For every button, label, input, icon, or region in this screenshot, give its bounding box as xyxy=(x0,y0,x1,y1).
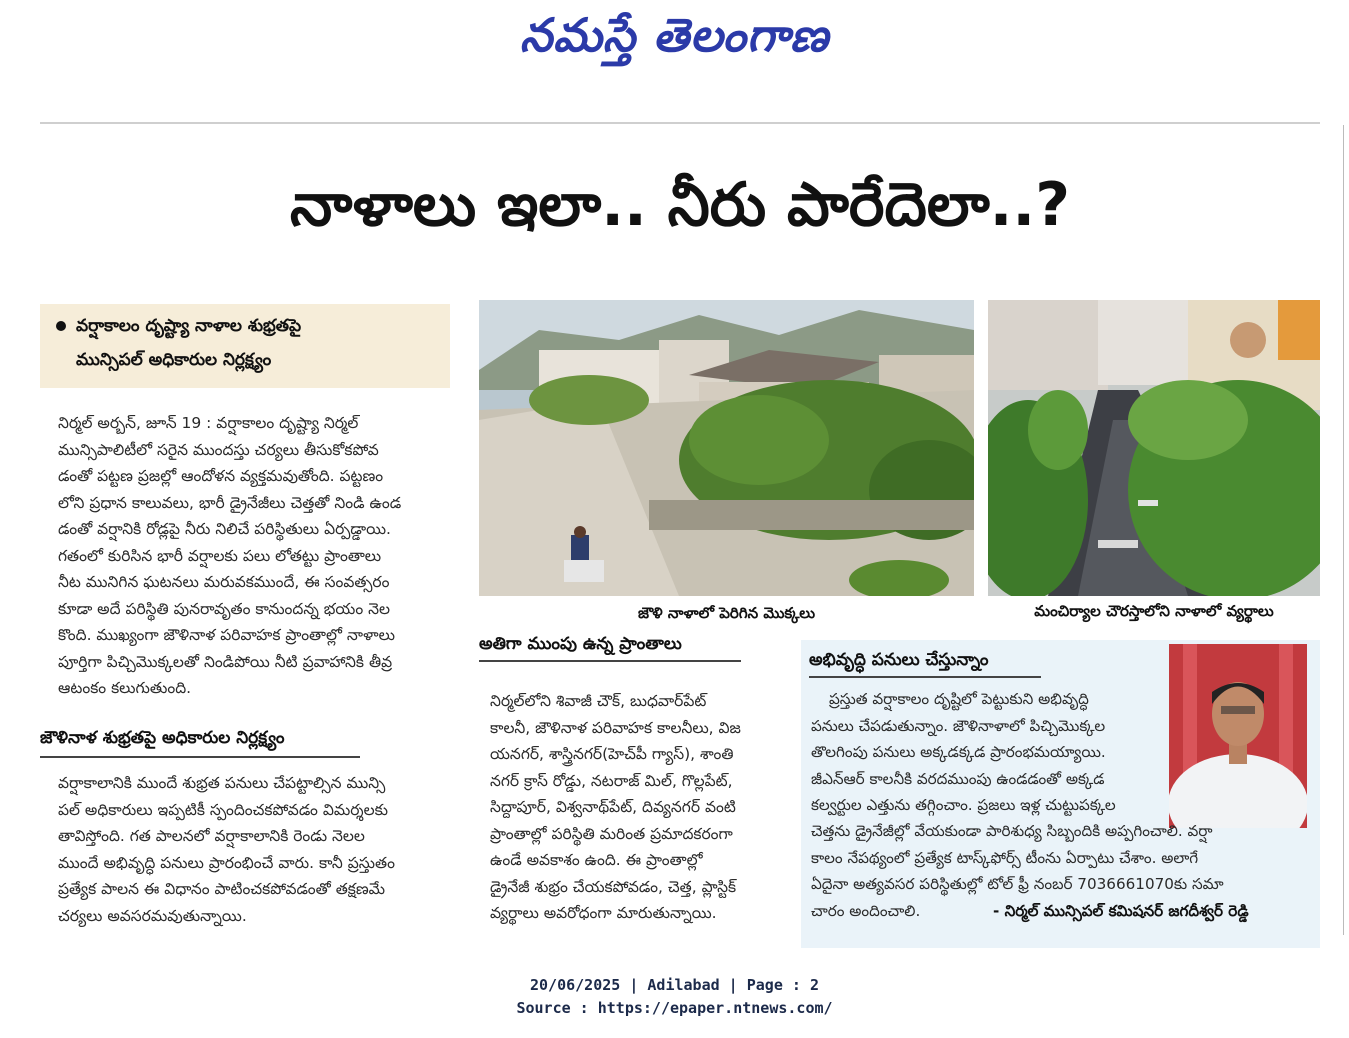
text-line: ఏదైనా అత్యవసర పరిస్థితుల్లో టోల్ ఫ్రీ నంబర్ 7036661070కు సమా xyxy=(811,875,1224,893)
subhead-flood-areas: అతిగా ముంపు ఉన్న ప్రాంతాలు xyxy=(479,634,682,654)
text-line: డంతో పట్టణ ప్రజల్లో ఆందోళన వ్యక్తమవుతోంది. పట్టణం xyxy=(58,467,384,485)
photo-caption-2: మంచిర్యాల చౌరస్తాలోని నాళాలో వ్యర్థాలు xyxy=(1034,602,1274,620)
quote-subhead: అభివృద్ధి పనులు చేస్తున్నాం xyxy=(809,650,989,670)
text-line: ప్రస్తుత వర్షాకాలం దృష్టిలో పెట్టుకుని అభివృద్ధి xyxy=(829,690,1089,708)
text-line: ఉండే అవకాశం ఉంది. ఈ ప్రాంతాల్లో xyxy=(490,851,703,869)
footer-source: Source : https://epaper.ntnews.com/ xyxy=(516,999,833,1017)
text-line: చారం అందించాలి. xyxy=(811,901,921,920)
text-line: వ్యర్థాలు అవరోధంగా మారుతున్నాయి. xyxy=(490,904,717,922)
text-line: మున్సిపాలిటీలో సరైన ముందస్తు చర్యలు తీసుకోకపోవ xyxy=(58,440,379,459)
text-line: పూర్తిగా పిచ్చిమొక్కలతో నిండిపోయి నీటి ప్రవాహానికి తీవ్ర xyxy=(58,652,393,671)
text-line: కల్వర్టుల ఎత్తును తగ్గించాం. ప్రజలు ఇళ్ల చుట్టుపక్కల xyxy=(811,796,1116,814)
text-line: ఆటంకం కలుగుతుంది. xyxy=(58,679,192,697)
commissioner-quote-box xyxy=(801,640,1320,948)
text-line: కొంది. ముఖ్యంగా జౌళినాళ పరివాహక ప్రాంతాల్లో నాళాలు xyxy=(58,626,395,644)
subhead-underline xyxy=(479,660,741,662)
text-line: పల్ అధికారులు ఇప్పటికీ స్పందించకపోవడం విమర్శలకు xyxy=(58,800,389,819)
masthead-logo: నమస్తే తెలంగాణ xyxy=(519,8,830,62)
subhead-jowlinala: జౌళినాళ శుభ్రతపై అధికారుల నిర్లక్ష్యం xyxy=(40,728,285,748)
nala-plants-photo xyxy=(479,300,974,596)
article-paragraph-1 xyxy=(58,410,450,702)
text-line: జీఎన్‌ఆర్ కాలనీకి వరదముంపు ఉండడంతో అక్కడ xyxy=(811,769,1105,788)
quote-text-top xyxy=(811,686,1171,819)
article-paragraph-3 xyxy=(490,688,780,927)
page-edge-rule xyxy=(1343,125,1344,935)
bullet-icon xyxy=(56,321,66,331)
headline: నాళాలు ఇలా.. నీరు పారేదెలా..? xyxy=(289,170,1071,240)
text-line: నిర్మల్‌లోని శివాజీ చౌక్, బుధవార్‌పేట్ xyxy=(490,692,707,710)
quote-attribution: - నిర్మల్ మున్సిపల్ కమిషనర్ జగదీశ్వర్ రెడ్డి xyxy=(993,901,1249,920)
text-line: యనగర్, శాస్త్రినగర్(హెచ్‌పీ గ్యాస్), శాంతి xyxy=(490,745,734,763)
text-line: నగర్ క్రాస్ రోడ్డు, నటరాజ్ మిల్, గొల్లపేట్, xyxy=(490,771,733,790)
drain-waste-photo xyxy=(988,300,1320,596)
text-line: వర్షాకాలానికి ముందే శుభ్రత పనులు చేపట్టాల్సిన మున్సి xyxy=(58,774,386,792)
text-line: నిర్మల్ అర్బన్, జూన్ 19 : వర్షాకాలం దృష్ట్యా నిర్మల్ xyxy=(58,414,359,432)
text-line: ప్రాంతాల్లో పరిస్థితి మరింత ప్రమాదకరంగా xyxy=(490,824,733,843)
text-line: కూడా అదే పరిస్థితి పునరావృతం కానుందన్న భయం నెల xyxy=(58,599,390,618)
text-line: డ్రైనేజీ శుభ్రం చేయకపోవడం, చెత్త, ప్లాస్టిక్ xyxy=(490,877,737,896)
text-line: తొలగింపు పనులు అక్కడక్కడ ప్రారంభమయ్యాయి. xyxy=(811,743,1106,761)
text-line: తావిస్తోంది. గత పాలనలో వర్షాకాలానికి రెండు నెలల xyxy=(58,827,365,845)
subhead-underline xyxy=(40,756,360,758)
subhead-underline xyxy=(809,676,1041,678)
article-paragraph-2 xyxy=(58,770,450,929)
text-line: ముందే అభివృద్ధి పనులు ప్రారంభించే వారు. కానీ ప్రస్తుతం xyxy=(58,853,395,872)
header-divider xyxy=(40,122,1320,124)
text-line: కాలం నేపథ్యంలో ప్రత్యేక టాస్క్‌ఫోర్స్ టీంను ఏర్పాటు చేశాం. అలాగే xyxy=(811,848,1199,867)
quote-last-line xyxy=(811,898,1311,925)
deck-line-1 xyxy=(56,316,301,340)
commissioner-photo xyxy=(1169,644,1307,828)
text-line: ప్రత్యేక పాలన ఈ విధానం పాటించకపోవడంతో తక్షణమే xyxy=(58,880,386,898)
street-scene-image xyxy=(479,300,974,596)
text-line: గతంలో కురిసిన భారీ వర్షాలకు పలు లోతట్టు ప్రాంతాలు xyxy=(58,546,382,565)
deck-text-1: వర్షాకాలం దృష్ట్యా నాళాల శుభ్రతపై xyxy=(76,316,302,336)
quote-text-bottom xyxy=(811,818,1311,924)
text-line: చర్యలు అవసరమవుతున్నాయి. xyxy=(58,906,247,925)
text-line: నీట మునిగిన ఘటనలు మరువకముందే, ఈ సంవత్సరం xyxy=(58,573,390,591)
deck-line-2: మున్సిపల్ అధికారుల నిర్లక్ష్యం xyxy=(76,350,272,370)
text-line: డంతో వర్షానికి రోడ్లపై నీరు నిలిచే పరిస్థితులు ఏర్పడ్డాయి. xyxy=(58,520,391,538)
drain-scene-image xyxy=(988,300,1320,596)
portrait-image xyxy=(1169,644,1307,828)
deck-box xyxy=(40,304,450,388)
photo-caption-1: జౌళి నాళాలో పెరిగిన మొక్కలు xyxy=(637,604,816,622)
text-line: చెత్తను డ్రైనేజీల్లో వేయకుండా పారిశుధ్య సిబ్బందికి అప్పగించాలి. వర్షా xyxy=(811,822,1213,840)
text-line: పనులు చేపడుతున్నాం. జౌళినాళాలో పిచ్చిమొక్కల xyxy=(811,716,1106,735)
text-line: కాలనీ, జౌళినాళ పరివాహక కాలనీలు, విజ xyxy=(490,718,741,737)
text-line: లోని ప్రధాన కాలువలు, భారీ డ్రైనేజీలు చెత్తతో నిండి ఉండ xyxy=(58,493,402,512)
footer-date-edition: 20/06/2025 | Adilabad | Page : 2 xyxy=(530,976,819,994)
text-line: సిద్దాపూర్, విశ్వనాథ్‌పేట్, దివ్యనగర్ వంటి xyxy=(490,798,736,816)
